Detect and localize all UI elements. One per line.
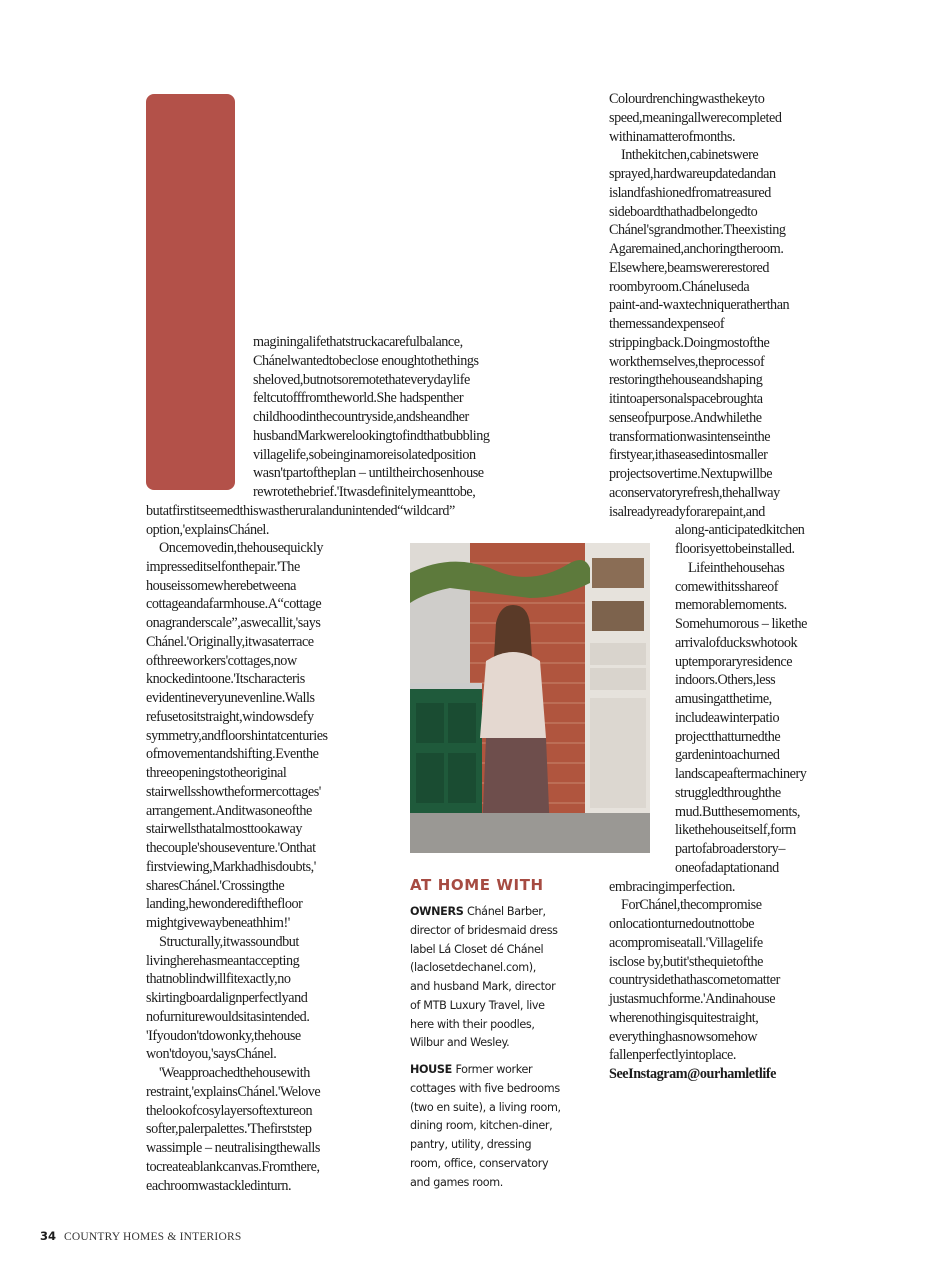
col1-lines-20: mightgivewaybeneathhim!' xyxy=(146,915,290,931)
house-line-3: dining room, kitchen-diner, xyxy=(410,1119,553,1133)
owners-line-0: OWNERS Chánel Barber, xyxy=(410,905,546,918)
col3-lines-15: restoringthehouseandshaping xyxy=(609,372,763,389)
col3-lines-5: islandfashionedfromatreasured xyxy=(609,184,771,201)
house-line-5: room, office, conservatory xyxy=(410,1156,549,1170)
owners-line-1: director of bridesmaid dress xyxy=(410,923,558,937)
col1-lines-0: Oncemovedin,thehousequickly xyxy=(159,540,323,556)
col3-lines-26: comewithitsshareof xyxy=(675,578,779,595)
house-line-2: (two en suite), a living room, xyxy=(410,1100,561,1114)
col1-lines-9: refusetositstraight,windowsdefy xyxy=(146,708,314,725)
col3-lines-39: likethehouseitself,form xyxy=(675,822,796,839)
col3-lines-52: SeeInstagram@ourhamletlife xyxy=(609,1066,776,1082)
owners-line-4: and husband Mark, director xyxy=(410,980,556,993)
col1-lines-23: thatnoblindwillfitexactly,no xyxy=(146,971,291,988)
col1-lines-4: onagranderscale”,aswecallit,'says xyxy=(146,615,321,631)
house-label: HOUSE xyxy=(410,1063,456,1076)
col3-lines-35: gardenintoachurned xyxy=(675,747,780,764)
intro-lines-2: sheloved,butnotsoremotethateverydaylife xyxy=(253,371,470,388)
col1-lines-5: Chánel.'Originally,itwasaterrace xyxy=(146,633,314,650)
col1-lines-31: softer,palerpalettes.'Thefirststep xyxy=(146,1121,312,1138)
col3-lines-9: Elsewhere,beamswererestored xyxy=(609,259,769,276)
intro-lines-9: butatfirstitseemedthiswastheruralandunintended“wildcard” xyxy=(146,502,455,519)
col3-lines-30: uptemporaryresidence xyxy=(675,653,793,670)
col3-lines-42: embracingimperfection. xyxy=(609,878,736,895)
intro-lines-0: maginingalifethatstruckacarefulbalance, xyxy=(253,334,463,350)
col3-lines-18: transformationwasintenseinthe xyxy=(609,428,771,445)
col1-lines-33: tocreateablankcanvas.Fromthere, xyxy=(146,1158,320,1175)
house-line-0: HOUSE Former worker xyxy=(410,1063,533,1076)
col3-lines-19: firstyear,ithaseasedintosmaller xyxy=(609,447,768,464)
owners-line-2: label Lá Closet dé Chánel xyxy=(410,942,544,956)
house-line-6: and games room. xyxy=(410,1175,503,1189)
page-number: 34 xyxy=(40,1229,57,1243)
col3-lines-21: aconservatoryrefresh,thehallway xyxy=(609,484,780,501)
col1-lines-12: threeopeningstotheoriginal xyxy=(146,765,287,781)
col1-lines-3: cottageandafarmhouse.A“cottage xyxy=(146,596,322,613)
page-folio xyxy=(40,1229,241,1243)
col3-lines-32: amusingatthetime, xyxy=(675,691,772,707)
owners-line-7: Wilbur and Wesley. xyxy=(410,1036,510,1050)
col3-lines-37: struggledthroughthe xyxy=(675,784,781,801)
col3-lines-22: isalreadyreadyforarepaint,and xyxy=(609,503,765,520)
col1-lines-8: evidentineveryunevenline.Walls xyxy=(146,690,315,706)
col3-lines-33: includeawinterpatio xyxy=(675,709,780,726)
col1-lines-16: thecouple'shouseventure.'Onthat xyxy=(146,840,316,856)
col1-lines-11: ofmovementandshifting.Eventhe xyxy=(146,746,319,763)
col1-lines-19: landing,hewonderedifthefloor xyxy=(146,896,303,913)
col1-lines-28: 'Weapproachedthehousewith xyxy=(159,1065,310,1081)
portrait-photo xyxy=(410,543,650,853)
col3-lines-3: Inthekitchen,cabinetswere xyxy=(621,147,759,164)
col1-lines-32: wassimple – neutralisingthewalls xyxy=(146,1140,320,1156)
col3-lines-47: countrysidethathascometomatter xyxy=(609,972,780,989)
col1-lines-34: eachroomwastackledinturn. xyxy=(146,1177,292,1194)
intro-lines-7: wasn'tpartoftheplan – untiltheirchosenhouse xyxy=(253,465,484,482)
col1-lines-14: arrangement.Anditwasoneofthe xyxy=(146,802,312,819)
col3-lines-7: Chánel'sgrandmother.Theexisting xyxy=(609,222,786,239)
col1-lines-21: Structurally,itwassoundbut xyxy=(159,933,299,950)
col1-lines-30: thelookofcosylayersoftextureon xyxy=(146,1102,313,1119)
col3-lines-40: partofabroaderstory– xyxy=(675,841,785,857)
col1-lines-7: knockedintoone.'Itscharacteris xyxy=(146,671,305,688)
col3-lines-4: sprayed,hardwareupdatedandan xyxy=(609,166,776,182)
owners-label: OWNERS xyxy=(410,905,467,918)
col3-lines-14: workthemselves,theprocessof xyxy=(609,353,765,370)
col1-lines-13: stairwellsshowtheformercottages' xyxy=(146,783,321,800)
col3-lines-48: justasmuchforme.'Andinahouse xyxy=(609,991,776,1007)
col3-lines-29: arrivalofduckswhotook xyxy=(675,634,798,651)
house-line-4: pantry, utility, dressing xyxy=(410,1138,532,1151)
col3-lines-23: along-anticipatedkitchen xyxy=(675,522,805,539)
col3-lines-31: indoors.Others,less xyxy=(675,672,776,689)
col1-lines-17: firstviewing,Markhadhisdoubts,' xyxy=(146,858,316,875)
col3-lines-16: itintoapersonalspacebroughta xyxy=(609,391,763,407)
factbox-heading: AT HOME WITH xyxy=(410,876,544,894)
col1-lines-25: nofurniturewouldsitasintended. xyxy=(146,1008,310,1025)
col3-lines-49: wherenothingisquitestraight, xyxy=(609,1009,759,1026)
intro-lines-3: feltcutofffromtheworld.She hadspenther xyxy=(253,390,464,407)
col1-lines-18: sharesChánel.'Crossingthe xyxy=(146,877,285,894)
house-line-1: cottages with five bedrooms xyxy=(410,1081,560,1095)
intro-lines-10: option,'explainsChánel. xyxy=(146,521,270,538)
col3-lines-10: roombyroom.Cháneluseda xyxy=(609,278,750,295)
col3-lines-25: Lifeinthehousehas xyxy=(688,559,785,576)
col1-lines-15: stairwellsthatalmosttookaway xyxy=(146,821,303,838)
intro-lines-1: Chánelwantedtobeclose enoughtothethings xyxy=(253,352,479,369)
col3-lines-41: oneofadaptationand xyxy=(675,859,779,876)
col3-lines-44: onlocationturnedoutnottobe xyxy=(609,916,755,932)
col3-lines-2: withinamatterofmonths. xyxy=(609,128,736,145)
col3-lines-17: senseofpurpose.Andwhilethe xyxy=(609,409,762,426)
col1-lines-1: impresseditselfonthepair.'The xyxy=(146,558,300,575)
col1-lines-24: skirtingboardalignperfectlyand xyxy=(146,990,308,1006)
col3-lines-6: sideboardthathadbelongedto xyxy=(609,203,758,220)
col3-lines-8: Agaremained,anchoringtheroom. xyxy=(609,241,784,257)
col3-lines-51: fallenperfectlyintoplace. xyxy=(609,1047,737,1064)
col3-lines-34: projectthatturnedthe xyxy=(675,728,781,745)
col1-lines-29: restraint,'explainsChánel.'Welove xyxy=(146,1083,321,1100)
col3-lines-28: Somehumorous – likethe xyxy=(675,616,807,632)
col3-lines-45: acompromiseatall.'Villagelife xyxy=(609,934,763,951)
col3-lines-0: Colourdrenchingwasthekeyto xyxy=(609,91,765,107)
col3-lines-11: paint-and-waxtechniqueratherthan xyxy=(609,297,790,314)
owners-line-3: (laclosetdechanel.com), xyxy=(410,961,537,975)
portrait-illustration xyxy=(410,543,650,853)
col1-lines-2: houseissomewherebetweena xyxy=(146,577,296,594)
intro-lines-8: rewrotethebrief.'Itwasdefinitelymeanttobe, xyxy=(253,484,476,500)
col3-lines-12: themessandexpenseof xyxy=(609,316,725,332)
col3-lines-24: floorisyettobeinstalled. xyxy=(675,541,795,557)
intro-lines-6: villagelife,sobeinginamoreisolatedposition xyxy=(253,446,476,463)
intro-lines-5: husbandMarkwerelookingtofindthatbubbling xyxy=(253,427,490,444)
col3-lines-36: landscapeaftermachinery xyxy=(675,766,807,782)
col3-lines-27: memorablemoments. xyxy=(675,597,787,614)
col3-lines-43: ForChánel,thecompromise xyxy=(621,897,762,914)
col3-lines-13: strippingback.Doingmostofthe xyxy=(609,334,770,351)
col3-lines-1: speed,meaningallwerecompleted xyxy=(609,109,782,126)
col3-lines-38: mud.Butthesemoments, xyxy=(675,803,800,820)
col3-lines-50: everythinghasnowsomehow xyxy=(609,1028,758,1045)
col1-lines-26: 'Ifyoudon'tdowonky,thehouse xyxy=(146,1027,301,1044)
magazine-name: COUNTRY HOMES & INTERIORS xyxy=(64,1231,242,1243)
owners-line-6: here with their poodles, xyxy=(410,1017,535,1031)
intro-lines-4: childhoodinthecountryside,andsheandher xyxy=(253,409,469,425)
col1-lines-6: ofthreeworkers'cottages,now xyxy=(146,652,297,669)
col3-lines-46: isclose by,butit'sthequietofthe xyxy=(609,953,763,970)
drop-cap-letter-i xyxy=(146,94,235,490)
owners-line-5: of MTB Luxury Travel, live xyxy=(410,998,545,1012)
col3-lines-20: projectsovertime.Nextupwillbe xyxy=(609,466,773,482)
col1-lines-27: won'tdoyou,'saysChánel. xyxy=(146,1046,277,1063)
col1-lines-22: livingherehasmeantaccepting xyxy=(146,952,300,969)
col1-lines-10: symmetry,andfloorshintatcenturies xyxy=(146,727,328,744)
